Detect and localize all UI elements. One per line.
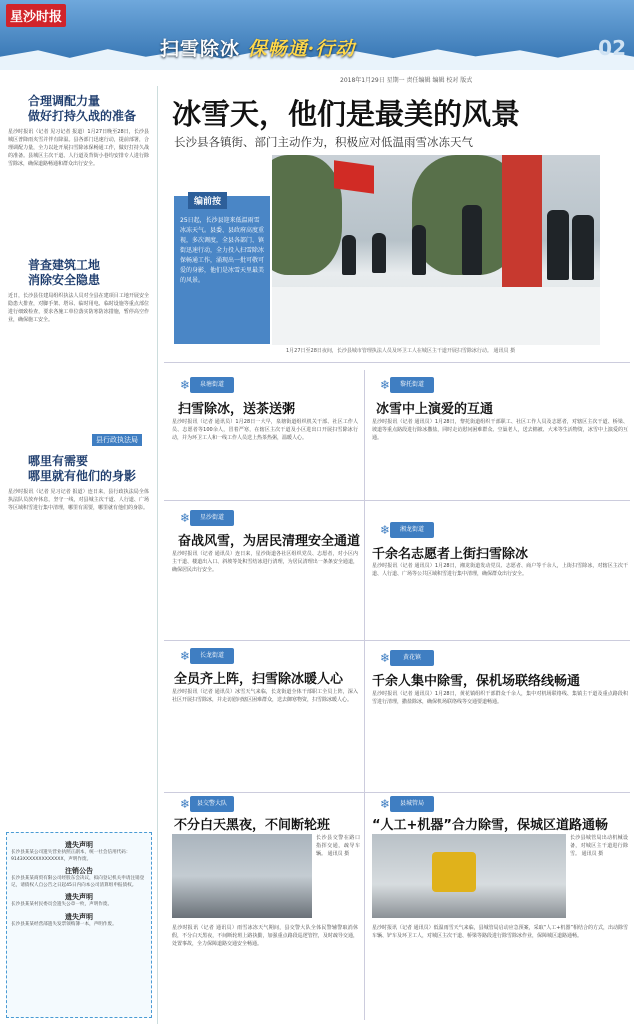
photo-snow <box>272 287 600 345</box>
left-headline-1 <box>28 94 157 124</box>
notice-title: 遗失声明 <box>65 893 93 901</box>
section-badge: ❄ 星沙街道 <box>190 510 234 526</box>
left-headline-3b: 哪里就有他们的身影 <box>28 469 137 483</box>
section-badge: ❄ 湘龙街道 <box>390 522 434 538</box>
left-headline-1a: 合理调配力量 <box>28 94 101 108</box>
article-body: 星沙时报讯（记者 通讯员）雨雪冰冻天气期间，县交警大队全体民警辅警取消休假，不分白天黑夜，不间断轮班上路执勤，加强重点路段巡逻管控，及时疏导交通，处置事故，全力保障道路交通安全畅通。 <box>172 925 358 947</box>
left-headline-2 <box>28 258 157 288</box>
article-body: 星沙时报讯（记者 通讯员）1月28日，湘龙街道发动党员、志愿者、商户等千余人，上街扫雪除冰，对辖区主次干道、人行道、广场等公共区域积雪进行集中清理，确保群众出行安全。 <box>372 563 628 577</box>
section-badge: ❄ 泉塘街道 <box>190 377 234 393</box>
left-headline-1b: 做好打持久战的准备 <box>28 109 137 123</box>
section-badge: ❄ 长龙街道 <box>190 648 234 664</box>
snow-plow-photo <box>372 834 566 918</box>
divider <box>164 500 630 501</box>
photo-person <box>547 210 569 280</box>
article-title: 奋战风雪，为居民清理安全通道 <box>178 534 361 549</box>
article-title: 全员齐上阵，扫雪除冰暖人心 <box>174 672 344 687</box>
article-body: 星沙时报讯（记者 通讯员）1月28日，黎托街道组织干部职工、社区工作人员及志愿者，对辖区主次干道、桥梁、坡道等重点路段进行除冰撒盐，同时走访慰问困难群众、空巢老人，送去棉被、大米等生活物资，冰雪中上演爱的互通。 <box>372 419 628 441</box>
notice-body: 长沙县某某公司遗失营业执照正副本，统一社会信用代码：9143XXXXXXXXXXXXX，声明作废。 <box>11 850 131 862</box>
dateline: 2018年1月29日 星期一 责任编辑 编辑 校对 版式 <box>340 77 473 84</box>
article-title: “人工+机器”合力除雪，保城区道路通畅 <box>372 818 608 833</box>
section-badge: ❄ 黎托街道 <box>390 377 434 393</box>
banner-title-b: 保畅通·行动 <box>247 38 356 60</box>
notices-box <box>6 832 152 1018</box>
left-body-3: 星沙时报讯（记者 见习记者 报道）连日来，县行政执法局全体执法队员放弃休息，坚守一线，对县城主次干道、人行道、广场等区域积雪进行集中清理，哪里有需要，哪里就有他们的身影。 <box>8 489 149 511</box>
article-title: 扫雪除冰，送茶送粥 <box>178 402 296 417</box>
header-banner <box>0 0 634 70</box>
photo-person <box>572 215 594 280</box>
photo-person <box>372 233 386 273</box>
photo-sign <box>502 155 542 305</box>
main-headline: 冰雪天，他们是最美的风景 <box>172 97 521 131</box>
article-title: 千余人集中除雪，保机场联络线畅通 <box>372 674 581 689</box>
photo-person <box>412 225 426 275</box>
article-title: 千余名志愿者上街扫雪除冰 <box>372 547 529 562</box>
page-number: 02 <box>598 36 626 60</box>
article-body: 星沙时报讯（记者 通讯员）1月28日，黄花镇组织干部群众千余人，集中对机场联络线、集镇主干道及重点路段积雪进行清理，撒盐除冰，确保机场联络线等交通要道畅通。 <box>372 691 628 705</box>
banner-title-a: 扫雪除冰 <box>160 38 241 60</box>
left-headline-3 <box>28 454 157 484</box>
photo-flag <box>334 160 374 194</box>
editor-note <box>174 196 270 344</box>
editor-note-label: 编前按 <box>188 192 227 209</box>
notice-body: 长沙县某某商贸有限公司经股东会决议，拟向登记机关申请注销登记，请债权人自公告之日起45日内向本公司清算组申报债权。 <box>11 876 145 888</box>
main-subheadline: 长沙县各镇街、部门主动作为，积极应对低温雨雪冰冻天气 <box>174 135 473 149</box>
editor-note-body: 25日起，长沙县迎来低温雨雪冰冻天气。县委、县政府高度重视，多次调度，全县各部门、镇街迅速行动，全力投入扫雪除冰保畅通工作，涌现出一批可敬可爱的身影，他们是冰雪天里最美的风景。 <box>180 217 265 284</box>
photo-person <box>342 235 356 275</box>
divider <box>164 640 630 641</box>
section-badge: ❄ 黄花镇 <box>390 650 434 666</box>
notice-title: 注销公告 <box>65 867 93 875</box>
notice-body: 长沙县某某经营部遗失发票领购簿一本，声明作废。 <box>11 921 117 927</box>
divider <box>164 792 630 793</box>
photo-tree <box>272 155 342 275</box>
article-body: 星沙时报讯（记者 通讯员）低温雨雪天气来临，县城管局启动应急预案，采取“人工+机器”相结合的方式，出动除雪车辆、铲车及环卫工人，对城区主次干道、桥梁等路段进行除雪除冰作业，保障城区道路通畅。 <box>372 925 628 939</box>
left-body-2: 近日，长沙县住建局组织执法人员对全县在建项目工地开展安全隐患大排查，对脚手架、塔吊、临时用电、临时设施等重点部位进行细致检查，要求各施工单位落实防寒防冻措施，暂停高空作业，确保施工安全。 <box>8 293 149 323</box>
left-headline-3a: 哪里有需要 <box>28 454 89 468</box>
photo-person <box>462 205 482 275</box>
photo-caption: 长沙县城管局出动机械设备，对城区主干道进行除雪。 通讯员 摄 <box>570 835 628 857</box>
notice-title: 遗失声明 <box>65 841 93 849</box>
article-body: 星沙时报讯（记者 通讯员）1月28日一大早，泉塘街道组织机关干部、社区工作人员、志愿者等100余人，冒着严寒，在辖区主次干道及小区进出口开展扫雪除冰行动，并为环卫工人和一线工作人员送上热茶热粥，温暖人心。 <box>172 419 358 441</box>
article-body: 星沙时报讯（记者 通讯员）连日来，星沙街道各社区组织党员、志愿者，对小区内主干道、楼道出入口、斜坡等处积雪结冰进行清理，为居民清理出一条条安全通道，确保居民出行安全。 <box>172 551 358 573</box>
divider <box>364 370 365 1020</box>
left-headline-2b: 消除安全隐患 <box>28 273 101 287</box>
photo-caption: 长沙县交警在路口指挥交通，疏导车辆。 通讯员 摄 <box>316 835 360 857</box>
article-body: 星沙时报讯（记者 通讯员）冰雪天气来临，长龙街道全体干部职工全员上阵，深入社区开展扫雪除冰，并走访慰问辖区困难群众，送去御寒物资，扫雪除冰暖人心。 <box>172 689 358 703</box>
article-title: 冰雪中上演爱的互通 <box>376 402 494 417</box>
notice-body: 长沙县某某村民委员会遗失公章一枚，声明作废。 <box>11 902 113 907</box>
traffic-police-photo <box>172 834 312 918</box>
divider <box>164 362 630 363</box>
notice-title: 遗失声明 <box>65 912 93 921</box>
left-headline-2a: 普查建筑工地 <box>28 258 101 272</box>
section-tag: 县行政执法局 <box>92 434 142 446</box>
banner-title <box>160 34 355 61</box>
newspaper-logo: 星沙时报 <box>6 4 66 27</box>
lead-photo <box>272 155 600 345</box>
section-badge: ❄ 县交警大队 <box>190 796 234 812</box>
left-body-1: 星沙时报讯（记者 见习记者 报道）1月27日晚至28日，长沙县城区普降雨夹雪并伴有降温。县各部门迅速行动，提前部署，合理调配力量，全力以赴开展扫雪除冰保畅通工作，做好打持久战的准备。县城区主次干道、人行道及背街小巷均安排专人进行除雪除冰，确保道路畅通和群众出行安全。 <box>8 129 149 167</box>
article-title: 不分白天黑夜，不间断轮班 <box>174 818 331 833</box>
lead-photo-caption: 1月27日至28日夜间，长沙县城市管理执法人员及环卫工人在城区主干道开展扫雪除冰行动。 通讯员 摄 <box>286 348 516 354</box>
snow-plow <box>432 852 476 892</box>
section-badge: ❄ 县城管局 <box>390 796 434 812</box>
